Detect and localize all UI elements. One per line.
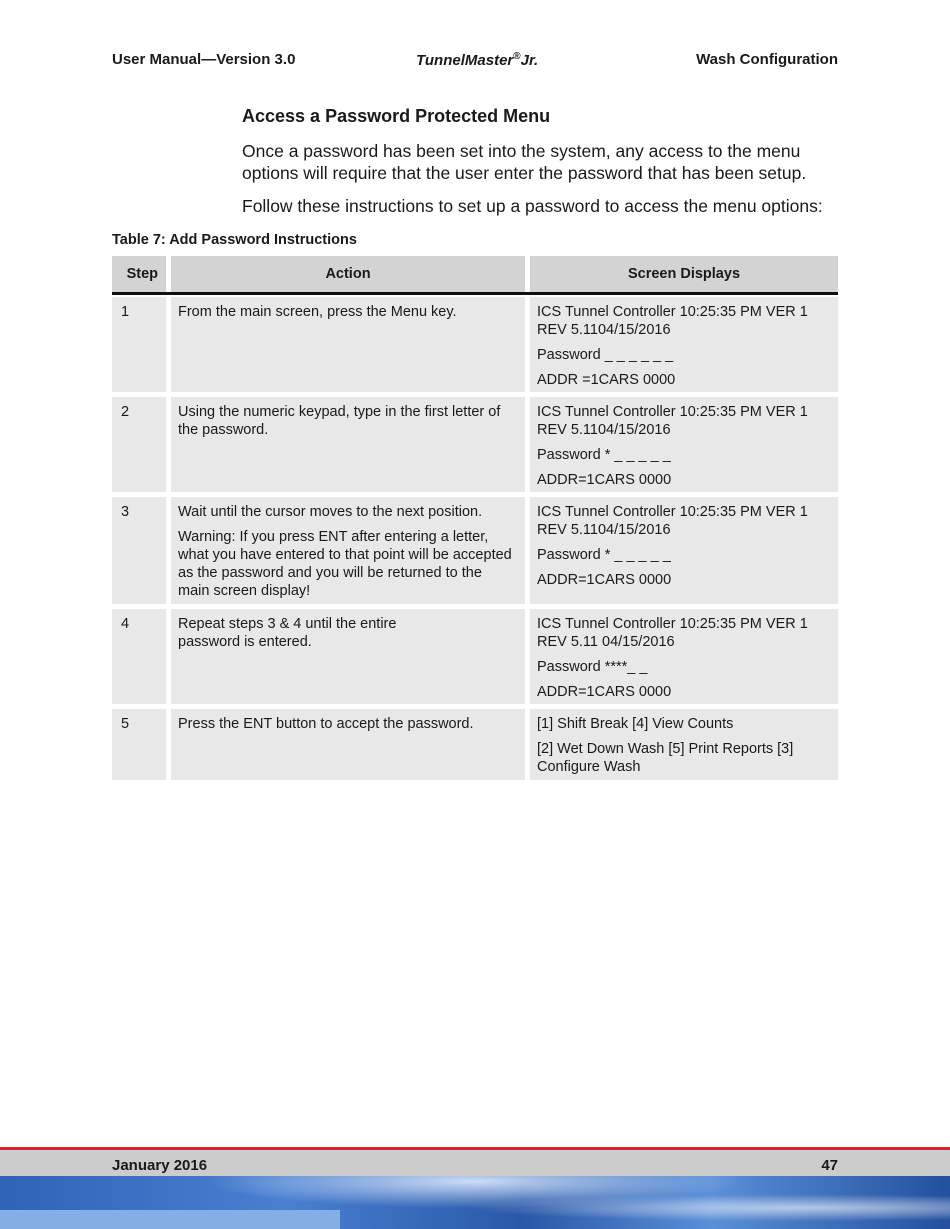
table-row [112,609,838,704]
screen-line: ADDR=1CARS 0000 [537,684,672,700]
action-cell [171,297,525,392]
header-step: Step [112,256,166,292]
header-screen-displays: Screen Displays [530,256,838,292]
action-text: Press the ENT button to accept the password. [178,716,474,732]
running-header-left: User Manual—Version 3.0 [112,51,296,68]
table-row [112,297,838,392]
step-number: 4 [112,609,166,704]
footer-date: January 2016 [112,1157,208,1174]
table-caption: Table 7: Add Password Instructions [112,232,357,248]
screen-display-cell [530,397,838,492]
screen-display-cell [530,497,838,604]
screen-line: [1] Shift Break [4] View Counts [537,716,734,732]
table-row [112,709,838,780]
action-text: From the main screen, press the Menu key. [178,304,457,320]
footer-accent-bar [0,1210,340,1229]
header-rule [112,292,838,295]
screen-display-cell [530,297,838,392]
step-number: 3 [112,497,166,604]
intro-paragraph: Once a password has been set into the system, any access to the menu options will require that the user enter the password that has been setup. [242,141,807,183]
header-action: Action [171,256,525,292]
screen-line: ICS Tunnel Controller 10:25:35 PM VER 1 REV 5.1104/15/2016 [537,404,808,438]
action-cell [171,397,525,492]
step-number: 2 [112,397,166,492]
running-header-right: Wash Configuration [696,51,838,68]
step-number: 5 [112,709,166,780]
table-row [112,497,838,604]
running-header-center [416,51,538,69]
screen-line: Password _ _ _ _ _ _ [537,347,674,363]
step-number: 1 [112,297,166,392]
action-text: Using the numeric keypad, type in the first letter of the password. [178,404,501,438]
screen-display-cell [530,709,838,780]
screen-line: ADDR =1CARS 0000 [537,372,676,388]
page-number: 47 [821,1157,838,1174]
action-cell [171,709,525,780]
product-name: TunnelMaster [416,52,514,69]
screen-line: ICS Tunnel Controller 10:25:35 PM VER 1 REV 5.1104/15/2016 [537,504,808,538]
action-cell [171,497,525,604]
table-header-row [112,256,838,292]
action-cell [171,609,525,704]
password-instructions-table [112,256,838,785]
screen-line: Password * _ _ _ _ _ [537,447,671,463]
screen-line: Password ****_ _ [537,659,648,675]
screen-display-cell [530,609,838,704]
product-suffix: Jr. [520,52,539,69]
screen-line: Password * _ _ _ _ _ [537,547,671,563]
action-text: Wait until the cursor moves to the next position. [178,504,483,520]
screen-line: [2] Wet Down Wash [5] Print Reports [3] Configure Wash [537,741,794,775]
instruction-paragraph: Follow these instructions to set up a password to access the menu options: [242,196,823,216]
screen-line: ICS Tunnel Controller 10:25:35 PM VER 1 REV 5.1104/15/2016 [537,304,808,338]
table-row [112,397,838,492]
action-text: Repeat steps 3 & 4 until the entire password is entered. [178,616,397,650]
section-title: Access a Password Protected Menu [242,106,551,126]
screen-line: ADDR=1CARS 0000 [537,572,672,588]
registered-mark: ® [513,51,521,62]
screen-line: ADDR=1CARS 0000 [537,472,672,488]
warning-text: Warning: If you press ENT after entering a letter, what you have entered to that point will be accepted as the password and you will be returned to the main screen display! [178,529,512,599]
screen-line: ICS Tunnel Controller 10:25:35 PM VER 1 REV 5.11 04/15/2016 [537,616,808,650]
